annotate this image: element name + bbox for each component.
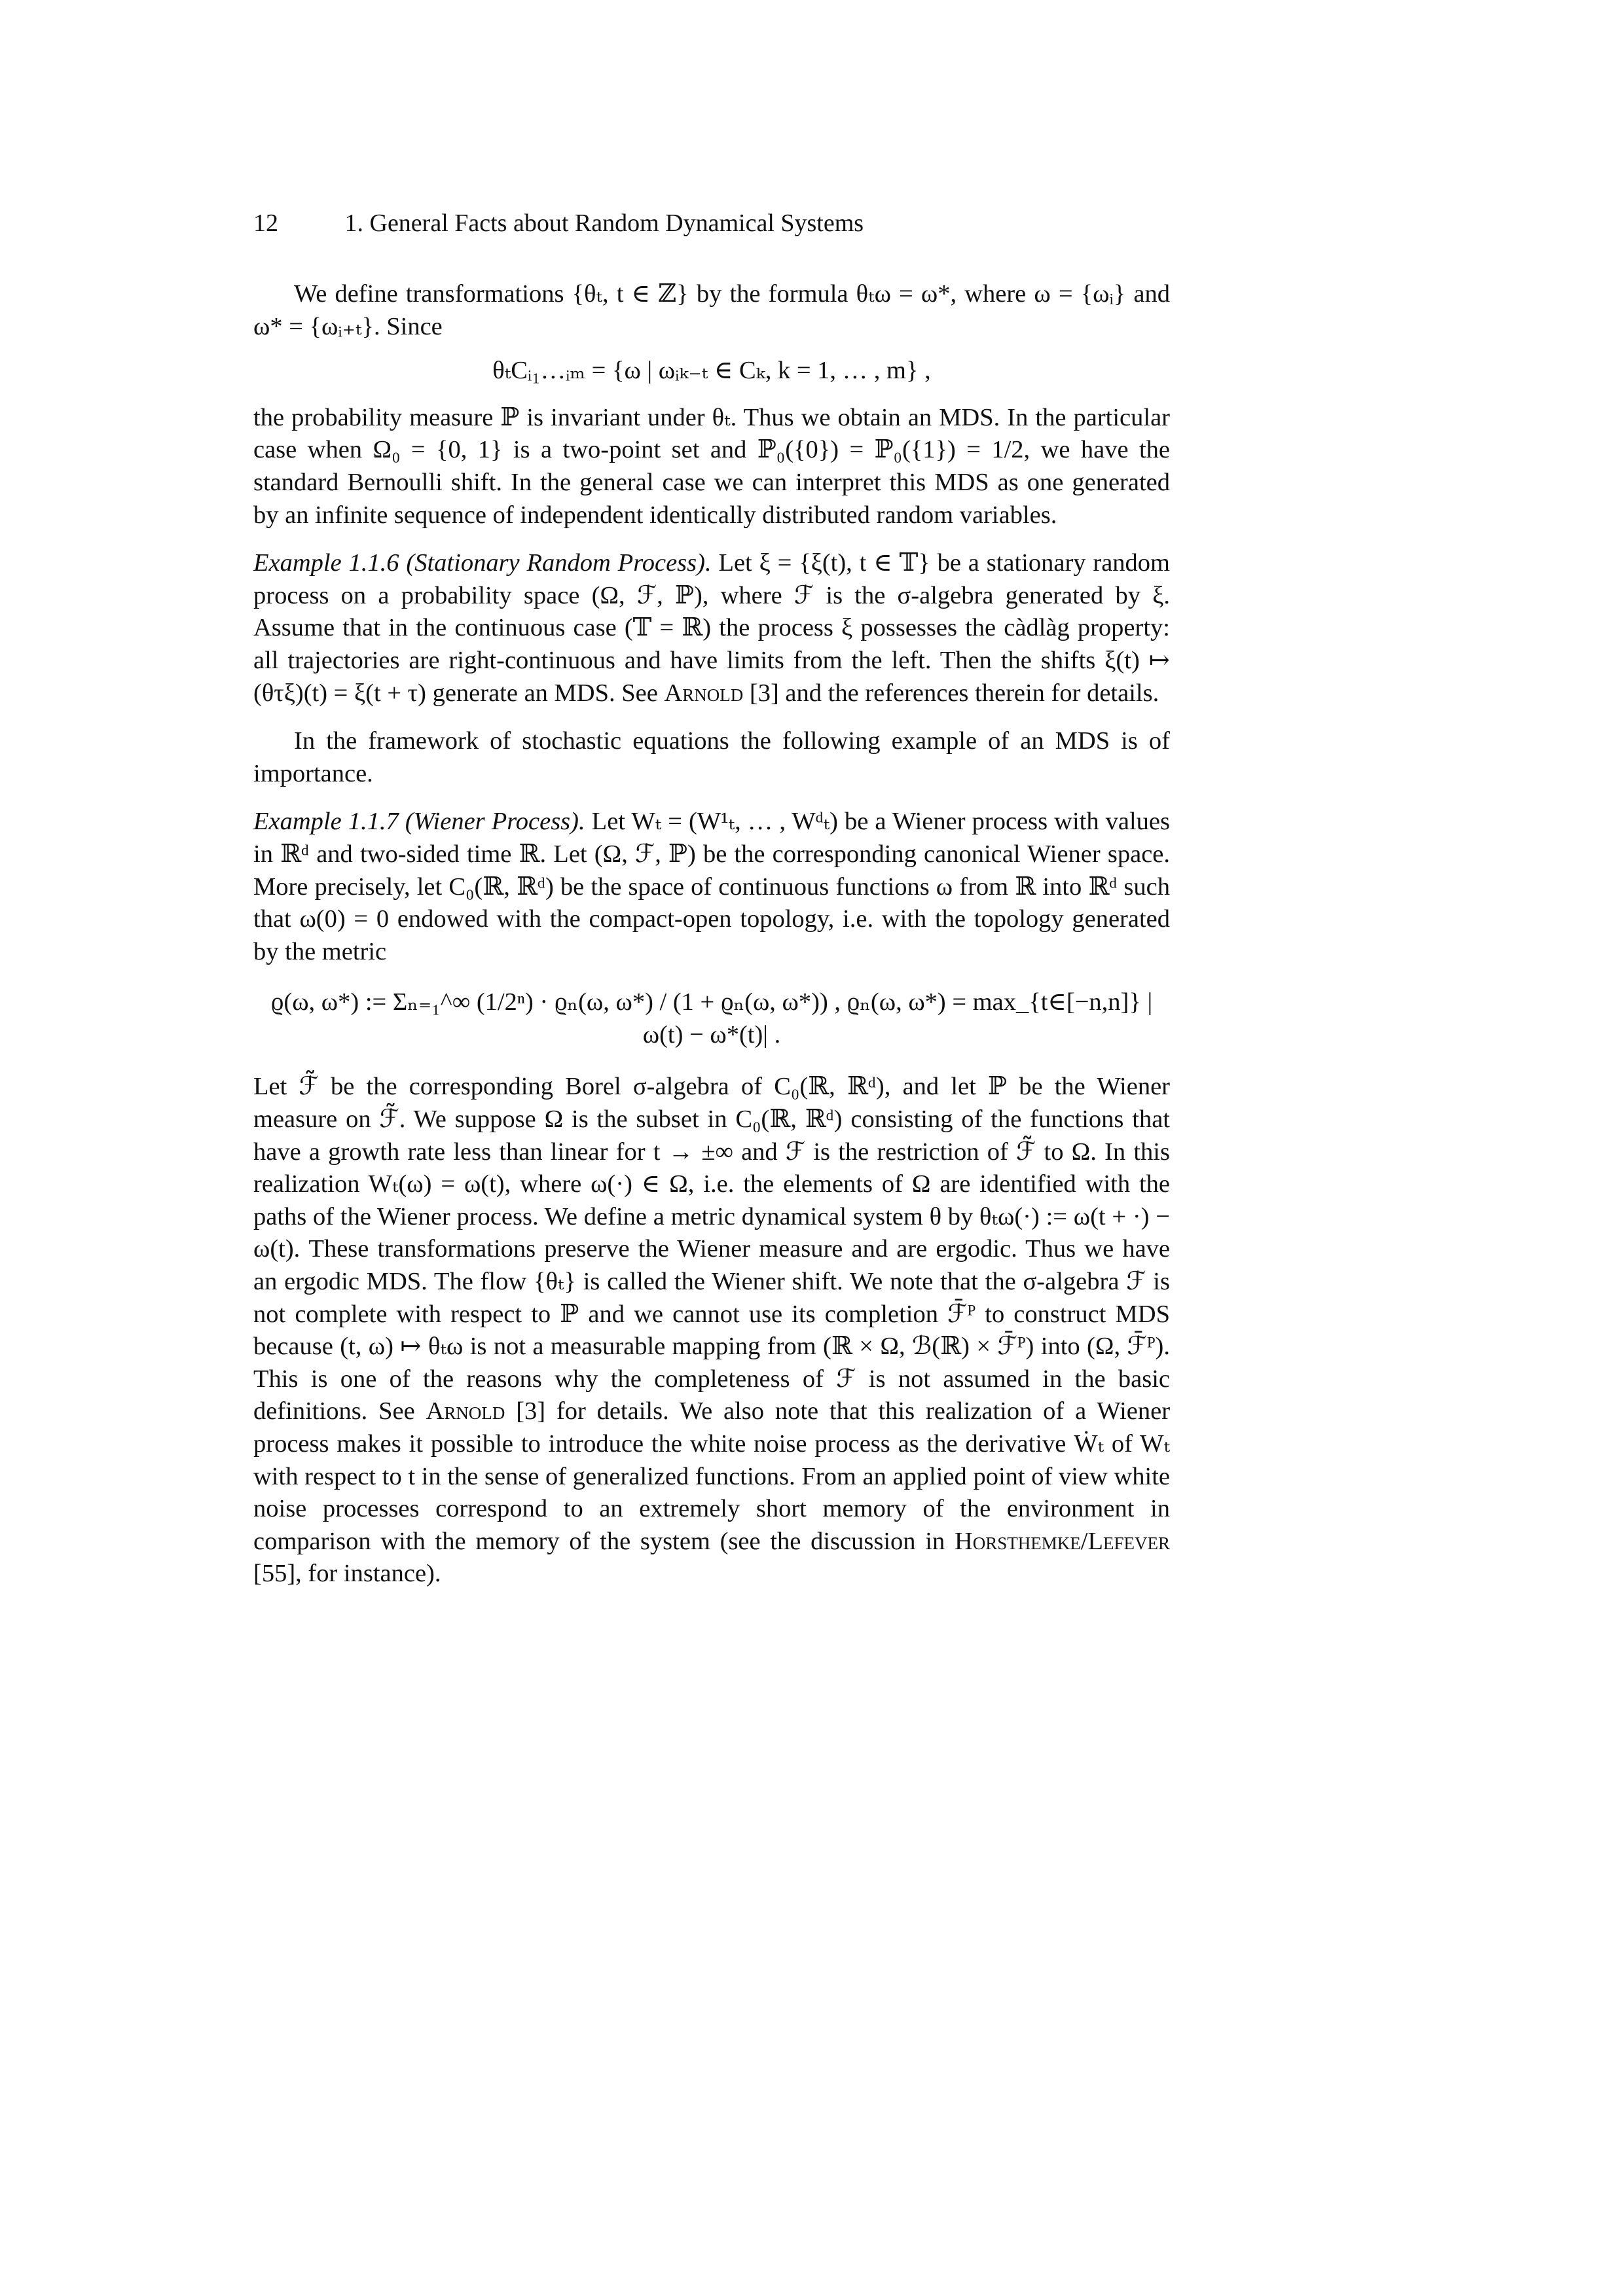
paragraph-text: [3] for details. We also note that this realization of a Wiener process makes it possible to introduce the white noise process as the derivative Ẇₜ of Wₜ with respect to t in the sense of generalized functions. From an applied point of view white noise processes correspond to an extremely short memory of the environment in comparison with the memory of the system (see the discussion in <box>253 1397 1171 1555</box>
example-stationary-process <box>253 547 1170 709</box>
equation-cylinder-invariance: θₜCᵢ₁…ᵢₘ = {ω | ωᵢₖ₋ₜ ∈ Cₖ, k = 1, … , m} , <box>492 357 931 385</box>
paragraph-text: Let ℱ̃ be the corresponding Borel σ-algebra of C₀(ℝ, ℝᵈ), and let ℙ be the Wiener measure on ℱ̃. We suppose Ω is the subset in C₀(ℝ, ℝᵈ) consisting of the functions that have a growth rate less than linear for t → ±∞ and ℱ is the restriction of ℱ̃ to Ω. In this realization Wₜ(ω) = ω(t), where ω(·) ∈ Ω, i.e. the elements of Ω are identified with the paths of the Wiener process. We define a metric dynamical system θ by θₜω(·) := ω(t + ·) − ω(t). These transformations preserve the Wiener measure and are ergodic. Thus we have an ergodic MDS. The flow {θₜ} is called the Wiener shift. We note that the σ-algebra ℱ is not complete with respect to ℙ and we cannot use its completion ℱ̄ᴾ to construct MDS because (t, ω) ↦ θₜω is not a measurable mapping from (ℝ × Ω, ℬ(ℝ) × ℱ̄ᴾ) into (Ω, ℱ̄ᴾ). This is one of the reasons why the completeness of ℱ is not assumed in the basic definitions. See <box>253 1073 1170 1426</box>
paragraph-text: [55], for instance). <box>253 1560 441 1588</box>
paragraph-bernoulli-shift: the probability measure ℙ is invariant under θₜ. Thus we obtain an MDS. In the particular case when Ω₀ = {0, 1} is a two-point set and ℙ₀({0}) = ℙ₀({1}) = 1/2, we have the standard Bernoulli shift. In the general case we can interpret this MDS as one generated by an infinite sequence of independent identically distributed random variables. <box>253 403 1170 529</box>
example-label: Example 1.1.6 (Stationary Random Process). <box>253 549 712 577</box>
citation-tail: [3] and the references therein for details. <box>749 679 1159 707</box>
page-body <box>253 278 1170 1590</box>
example-wiener-process <box>253 806 1170 968</box>
page-number: 12 <box>253 209 278 237</box>
citation-author: Horsthemke/Lefever <box>954 1527 1171 1555</box>
paragraph-stochastic-framework: In the framework of stochastic equations the following example of an MDS is of importance. <box>253 727 1170 787</box>
paragraph-shift-definition: We define transformations {θₜ, t ∈ ℤ} by the formula θₜω = ω*, where ω = {ωᵢ} and ω* = {ωᵢ₊ₜ}. Since <box>253 280 1170 340</box>
example-text: Let Wₜ = (W¹ₜ, … , Wᵈₜ) be a Wiener process with values in ℝᵈ and two-sided time ℝ. Let (Ω, ℱ, ℙ) be the corresponding canonical Wiener space. More precisely, let C₀(ℝ, ℝᵈ) be the space of continuous functions ω from ℝ into ℝᵈ such that ω(0) = 0 endowed with the compact-open topology, i.e. with the topology generated by the metric <box>253 808 1170 965</box>
running-title: 1. General Facts about Random Dynamical Systems <box>344 209 864 237</box>
example-label: Example 1.1.7 (Wiener Process). <box>253 808 585 836</box>
paragraph-wiener-shift <box>253 1071 1170 1590</box>
example-text: Let ξ = {ξ(t), t ∈ 𝕋} be a stationary random process on a probability space (Ω, ℱ, ℙ), where ℱ is the σ-algebra generated by ξ. Assume that in the continuous case (𝕋 = ℝ) the process ξ possesses the càdlàg property: all trajectories are right-continuous and have limits from the left. Then the shifts ξ(t) ↦ (θτξ)(t) = ξ(t + τ) generate an MDS. See <box>253 549 1170 707</box>
citation-author: Arnold <box>664 679 744 707</box>
citation-author: Arnold <box>426 1397 505 1426</box>
equation-metric: ϱ(ω, ω*) := Σₙ₌₁^∞ (1/2ⁿ) · ϱₙ(ω, ω*) / (1 + ϱₙ(ω, ω*)) , ϱₙ(ω, ω*) = max_{t∈[−n,n]} |ω(t) − ω*(t)| . <box>270 988 1153 1049</box>
running-header <box>253 208 864 238</box>
